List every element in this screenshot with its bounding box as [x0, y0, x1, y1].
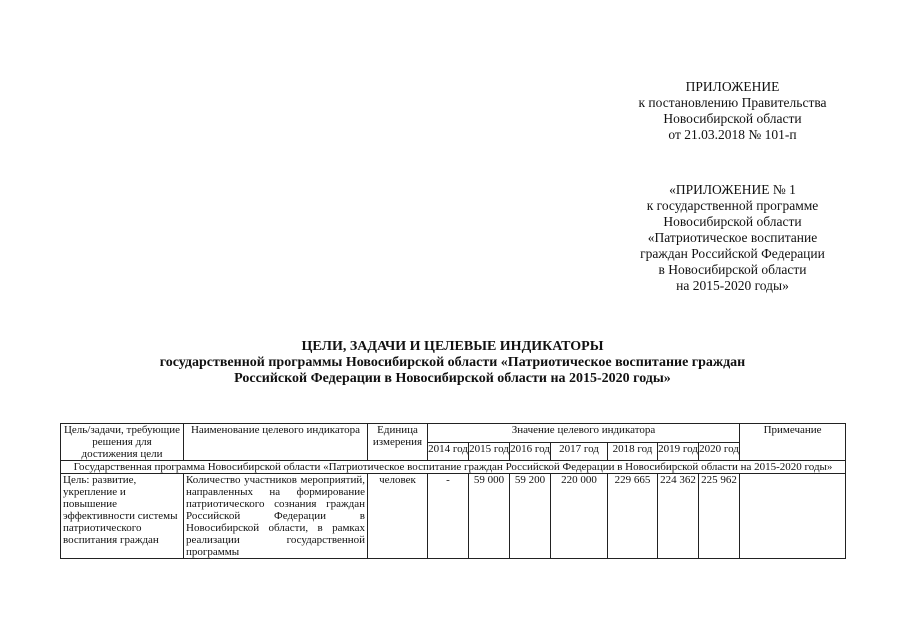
appendix-program-line: «Патриотическое воспитание: [647, 230, 818, 245]
value-cell-2016: 59 200: [510, 474, 551, 559]
header-year-2019: 2019 год: [658, 442, 699, 461]
value-cell-2017: 220 000: [551, 474, 608, 559]
appendix-program-block: [600, 182, 865, 294]
header-indicator: Наименование целевого индикатора: [184, 424, 368, 461]
program-name-cell: Государственная программа Новосибирской области «Патриотическое воспитание граждан Российской Федерации в Новосибирской области на 2015-2020 годы»: [61, 461, 846, 474]
appendix-main-line: к постановлению Правительства: [638, 95, 827, 110]
goal-cell: Цель: развитие, укрепление и повышение эффективности системы патриотического воспитания граждан: [61, 474, 184, 559]
appendix-program-line: граждан Российской Федерации: [640, 246, 825, 261]
header-year-2014: 2014 год: [428, 442, 469, 461]
value-cell-2019: 224 362: [658, 474, 699, 559]
indicator-cell: Количество участников мероприятий, направленных на формирование патриотического сознания граждан Российской Федерации в Новосибирской области, в рамках реализации государственной программы: [184, 474, 368, 559]
indicators-table: [60, 423, 846, 559]
header-year-2015: 2015 год: [469, 442, 510, 461]
header-value: Значение целевого индикатора: [428, 424, 740, 443]
heading-subtitle-line1: государственной программы Новосибирской области «Патриотическое воспитание граждан: [159, 355, 746, 370]
header-goal: Цель/задачи, требующие решения для достижения цели: [61, 424, 184, 461]
table-header-row: [61, 424, 846, 443]
header-year-2017: 2017 год: [551, 442, 608, 461]
appendix-program-line: Новосибирской области: [663, 214, 802, 229]
document-heading: [60, 339, 845, 387]
appendix-main-line: Новосибирской области: [663, 111, 802, 126]
header-note: Примечание: [740, 424, 846, 461]
appendix-main-line: от 21.03.2018 № 101-п: [668, 127, 797, 142]
heading-subtitle-line2: Российской Федерации в Новосибирской области на 2015-2020 годы»: [234, 371, 671, 386]
table-row: [61, 474, 846, 559]
appendix-program-line: «ПРИЛОЖЕНИЕ № 1: [669, 182, 796, 197]
value-cell-2018: 229 665: [608, 474, 658, 559]
appendix-main-block: [600, 79, 865, 143]
appendix-program-line: на 2015-2020 годы»: [676, 278, 789, 293]
appendix-main-line: ПРИЛОЖЕНИЕ: [685, 79, 780, 94]
header-year-2018: 2018 год: [608, 442, 658, 461]
note-cell: [740, 474, 846, 559]
unit-cell: человек: [368, 474, 428, 559]
value-cell-2020: 225 962: [699, 474, 740, 559]
value-cell-2015: 59 000: [469, 474, 510, 559]
header-year-2016: 2016 год: [510, 442, 551, 461]
value-cell-2014: -: [428, 474, 469, 559]
program-row: [61, 461, 846, 474]
heading-title: ЦЕЛИ, ЗАДАЧИ И ЦЕЛЕВЫЕ ИНДИКАТОРЫ: [301, 339, 604, 354]
header-unit: Единица измерения: [368, 424, 428, 461]
header-year-2020: 2020 год: [699, 442, 740, 461]
appendix-program-line: к государственной программе: [646, 198, 819, 213]
appendix-program-line: в Новосибирской области: [658, 262, 807, 277]
